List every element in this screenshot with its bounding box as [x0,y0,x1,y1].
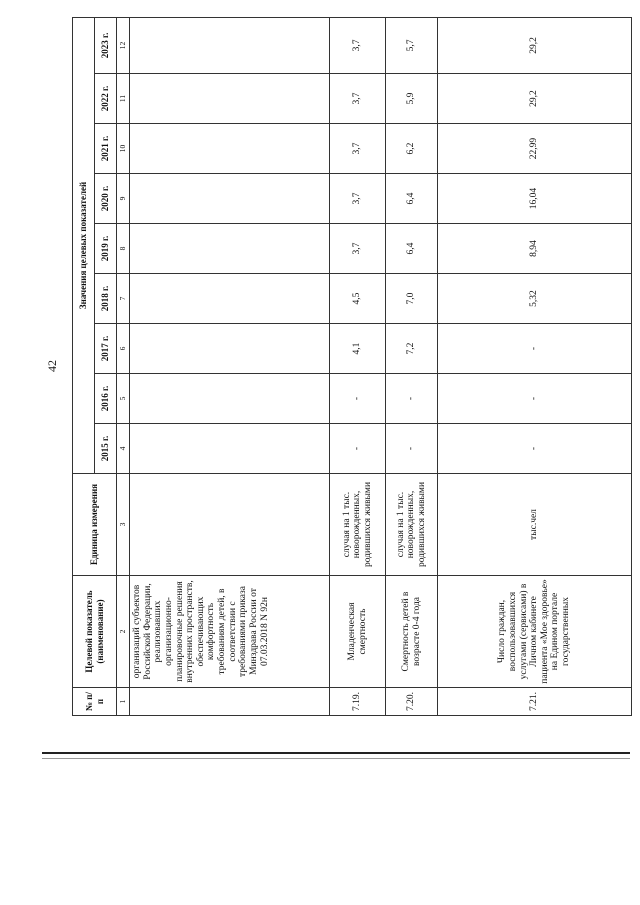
column-number: 10 [117,124,130,174]
row-value: 3,7 [330,17,386,73]
row-unit [130,474,330,576]
row-value: - [386,424,438,474]
row-value: - [330,424,386,474]
row-num: 7.21. [438,688,632,716]
row-value: 16,04 [438,174,632,224]
row-value: 3,7 [330,224,386,274]
header-year: 2015 г. [95,424,117,474]
column-number: 11 [117,74,130,124]
table-row [330,17,386,715]
row-value: 3,7 [330,74,386,124]
header-year: 2023 г. [95,17,117,73]
page-number: 42 [45,360,59,372]
page-divider [42,752,630,754]
row-indicator: Число граждан, воспользовавшихся услугами (сервисами) в Личном кабинете пациента «Мое здоровье» на Едином портале государственных [438,576,632,688]
header-year: 2017 г. [95,324,117,374]
row-value: 29,2 [438,17,632,73]
column-number: 12 [117,17,130,73]
row-unit: случая на 1 тыс. новорожденных, родившихся живыми [386,474,438,576]
row-value: - [438,424,632,474]
column-number: 8 [117,224,130,274]
row-value [130,124,330,174]
row-num [130,688,330,716]
row-value: 6,2 [386,124,438,174]
header-year: 2021 г. [95,124,117,174]
header-year: 2022 г. [95,74,117,124]
column-number: 5 [117,374,130,424]
row-value [130,274,330,324]
row-value: - [330,374,386,424]
row-value: 3,7 [330,124,386,174]
row-num: 7.20. [386,688,438,716]
header-year: 2018 г. [95,274,117,324]
row-num: 7.19. [330,688,386,716]
target-indicators-table [72,17,632,716]
row-value: 7,2 [386,324,438,374]
row-indicator: Смертность детей в возрасте 0-4 года [386,576,438,688]
row-value [130,224,330,274]
row-unit: случая на 1 тыс. новорожденных, родившихся живыми [330,474,386,576]
row-value: 5,7 [386,17,438,73]
column-number-row [117,17,130,715]
header-indicator: Целевой показатель (наименование) [73,576,117,688]
row-unit: тыс.чел [438,474,632,576]
row-indicator: Младенческая смертность [330,576,386,688]
header-num: № п/п [73,688,117,716]
row-value: 6,4 [386,224,438,274]
row-value: 5,32 [438,274,632,324]
row-value: 29,2 [438,74,632,124]
row-value: 4,5 [330,274,386,324]
row-value [130,374,330,424]
row-value: 4,1 [330,324,386,374]
header-unit: Единица измерения [73,474,117,576]
table-row [438,17,632,715]
header-year: 2019 г. [95,224,117,274]
row-value [130,17,330,73]
column-number: 4 [117,424,130,474]
header-values-group: Значения целевых показателей [73,17,95,473]
row-value: - [438,374,632,424]
row-value [130,74,330,124]
column-number: 1 [117,688,130,716]
column-number: 9 [117,174,130,224]
row-indicator: организаций субъектов Российской Федерации, реализовавших организационно-планировочные решения внутренних пространств, обеспечивающих комфортность требованиям детей, в соответствии с требованиями приказа Минздрава России от 07.03.2018 N 92н [130,576,330,688]
row-value [130,424,330,474]
table-row-continuation [130,17,330,715]
column-number: 3 [117,474,130,576]
column-number: 6 [117,324,130,374]
row-value: 3,7 [330,174,386,224]
column-number: 7 [117,274,130,324]
header-year: 2016 г. [95,374,117,424]
page-divider-thin [42,758,630,759]
rotated-table-container [72,18,632,716]
row-value: 22,99 [438,124,632,174]
row-value: 7,0 [386,274,438,324]
column-number: 2 [117,576,130,688]
row-value: 6,4 [386,174,438,224]
row-value: 5,9 [386,74,438,124]
row-value [130,324,330,374]
row-value: - [386,374,438,424]
header-year: 2020 г. [95,174,117,224]
row-value: 8,94 [438,224,632,274]
row-value: - [438,324,632,374]
table-row [386,17,438,715]
row-value [130,174,330,224]
